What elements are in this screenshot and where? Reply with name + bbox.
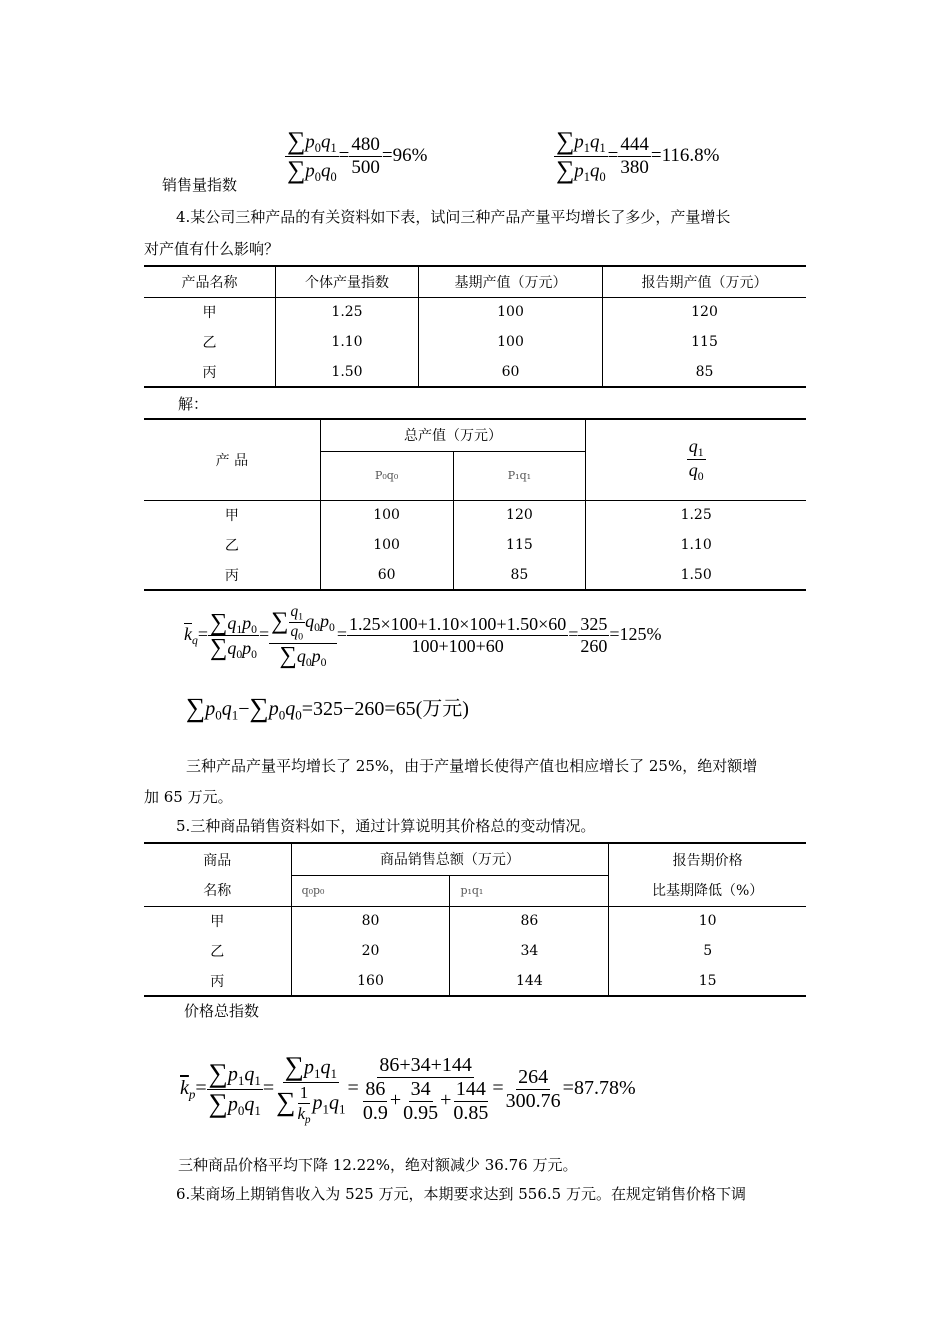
cell: 85	[603, 357, 807, 387]
kp-d2-den: 0.95	[403, 1102, 439, 1125]
th-base-value: 基期产值（万元）	[419, 266, 603, 297]
kp-num2: 264	[518, 1066, 549, 1089]
cell: 丙	[144, 560, 320, 590]
cell: 120	[453, 500, 586, 530]
cell: 甲	[202, 305, 217, 322]
th-q0p0: q₀p₀	[291, 875, 450, 906]
table-row	[144, 560, 806, 590]
q6-line1: 6.某商场上期销售收入为 525 万元，本期要求达到 556.5 万元。在规定销售价格下调	[176, 1185, 746, 1203]
formula-kp: $\overline{k}_p=$ $\frac{\sum p_1q_1}{\sum p_0q_1}$ = $\sum p_1q_1$ ∑ $\frac{1}{k_p}$ $p_1q_1$ = 86+34+144 $\frac{86}{0.9}$ + $\frac{34}{0.95}$ + $\frac{144}{0.85}$ = $\frac{264}{300.76}$ =87.78%	[180, 1051, 636, 1127]
th-report-value: 报告期产值（万元）	[603, 266, 807, 297]
th-product: 产 品	[144, 419, 320, 500]
cell: 115	[603, 327, 807, 357]
q4-solution-table	[144, 418, 806, 591]
sales-index-label: 销售量指数	[162, 176, 238, 194]
formula-sales-index-2: $\frac{\sum p_1q_1}{\sum p_1q_0}$ = $\frac{444}{380}$ =116.8%	[556, 126, 720, 185]
price-index-label: 价格总指数	[184, 1002, 260, 1020]
cell: 10	[609, 906, 806, 936]
table-row	[144, 297, 806, 327]
th-price-2: 比基期降低（%）	[609, 875, 806, 906]
f2-result: 116.8%	[661, 144, 720, 166]
diff-expr: =325−260=65(万元)	[301, 698, 469, 720]
kp-d2-num: 34	[410, 1078, 431, 1101]
cell: 5	[609, 936, 806, 966]
th-quantity-index: 个体产量指数	[276, 266, 419, 297]
q5-conclusion: 三种商品价格平均下降 12.22%，绝对额减少 36.76 万元。	[178, 1156, 578, 1174]
formula-diff: $\sum p_0q_1-\sum p_0q_0=325-260=65$(万元)	[186, 692, 469, 723]
cell: 100	[320, 500, 453, 530]
th-sales-total: 商品销售总额（万元）	[291, 843, 609, 875]
f1-den: 500	[351, 157, 380, 179]
cell: 1.25	[586, 500, 806, 530]
cell: 120	[603, 297, 807, 327]
th-total-value: 总产值（万元）	[320, 419, 586, 451]
table-row	[144, 966, 806, 996]
cell: 丙	[144, 357, 276, 387]
solution-label: 解：	[178, 395, 209, 413]
th-price-1: 报告期价格	[609, 843, 806, 875]
q4-data-table	[144, 265, 806, 388]
table-row	[144, 327, 806, 357]
th-goods-1: 商品	[144, 843, 291, 875]
kp-d3-num: 144	[455, 1078, 486, 1101]
cell: 乙	[224, 538, 239, 554]
kp-den2: 300.76	[505, 1090, 561, 1113]
cell: 1.10	[276, 327, 419, 357]
q4-conclusion-line2: 加 65 万元。	[144, 788, 233, 806]
cell: 100	[419, 297, 603, 327]
kp-result: 87.78%	[573, 1077, 636, 1100]
cell: 100	[419, 327, 603, 357]
th-p1q1: P₁q₁	[453, 451, 586, 500]
cell: 115	[453, 530, 586, 560]
cell: 乙	[210, 944, 225, 960]
cell: 甲	[210, 914, 225, 931]
th-p1q1-b: p₁q₁	[450, 875, 609, 906]
q4-line1: 4.某公司三种产品的有关资料如下表，试问三种产品产量平均增长了多少，产量增长	[176, 208, 731, 226]
kp-d1-den: 0.9	[362, 1102, 388, 1125]
cell: 1.25	[276, 297, 419, 327]
q4-line2: 对产值有什么影响？	[144, 240, 280, 258]
th-p0q0: P₀q₀	[320, 451, 453, 500]
th-product-name: 产品名称	[144, 266, 276, 297]
f1-result: 96%	[392, 144, 428, 166]
f1-num: 480	[351, 134, 380, 156]
table-row	[144, 530, 806, 560]
cell: 160	[291, 966, 450, 996]
formula-sales-index-1: $\frac{\sum p_0q_1}{\sum p_0q_0}$ = $\frac{480}{500}$ =96%	[287, 126, 428, 185]
table-row	[144, 906, 806, 936]
kp-expr-num: 86+34+144	[379, 1054, 472, 1077]
cell: 15	[609, 966, 806, 996]
cell: 34	[450, 936, 609, 966]
kq-den2: 260	[580, 636, 608, 657]
q4-conclusion-line1: 三种产品产量平均增长了 25%，由于产量增长使得产值也相应增长了 25%，绝对额增	[186, 757, 758, 775]
table-row	[144, 357, 806, 387]
kq-result: 125%	[619, 624, 662, 645]
kq-expr-den: 100+100+60	[411, 636, 504, 657]
f2-den: 380	[620, 157, 649, 179]
cell: 100	[320, 530, 453, 560]
q5-line1: 5.三种商品销售资料如下，通过计算说明其价格总的变动情况。	[176, 817, 596, 835]
cell: 20	[291, 936, 450, 966]
cell: 乙	[202, 335, 217, 351]
cell: 85	[453, 560, 586, 590]
cell: 86	[450, 906, 609, 936]
cell: 80	[291, 906, 450, 936]
cell: 丙	[144, 966, 291, 996]
cell: 60	[419, 357, 603, 387]
cell: 1.50	[276, 357, 419, 387]
table-row	[144, 936, 806, 966]
cell: 甲	[224, 508, 239, 525]
kp-d1-num: 86	[365, 1078, 386, 1101]
th-goods-2: 名称	[144, 875, 291, 906]
formula-kq: $\overline{k}_q=$ $\frac{\sum q_1p_0}{\sum q_0p_0}$ = ∑ $\frac{q_1}{q_0}$ $q_0p_0$ $\sum q_0p_0$ = $\frac{1.25\times 100+1.10\times 100+1.50\times 60}{100+100+60}$ = $\frac{325}{260}$ =125%	[184, 603, 662, 669]
q5-data-table	[144, 842, 806, 997]
cell: 1.50	[586, 560, 806, 590]
cell: 60	[320, 560, 453, 590]
kq-expr-num: 1.25×100+1.10×100+1.50×60	[348, 614, 567, 635]
kp-d3-den: 0.85	[453, 1102, 489, 1125]
th-q1-over-q0: $\frac{q_1}{q_0}$	[586, 419, 806, 500]
cell: 144	[450, 966, 609, 996]
kq-num2: 325	[580, 614, 608, 635]
table-row	[144, 500, 806, 530]
f2-num: 444	[620, 134, 649, 156]
cell: 1.10	[586, 530, 806, 560]
